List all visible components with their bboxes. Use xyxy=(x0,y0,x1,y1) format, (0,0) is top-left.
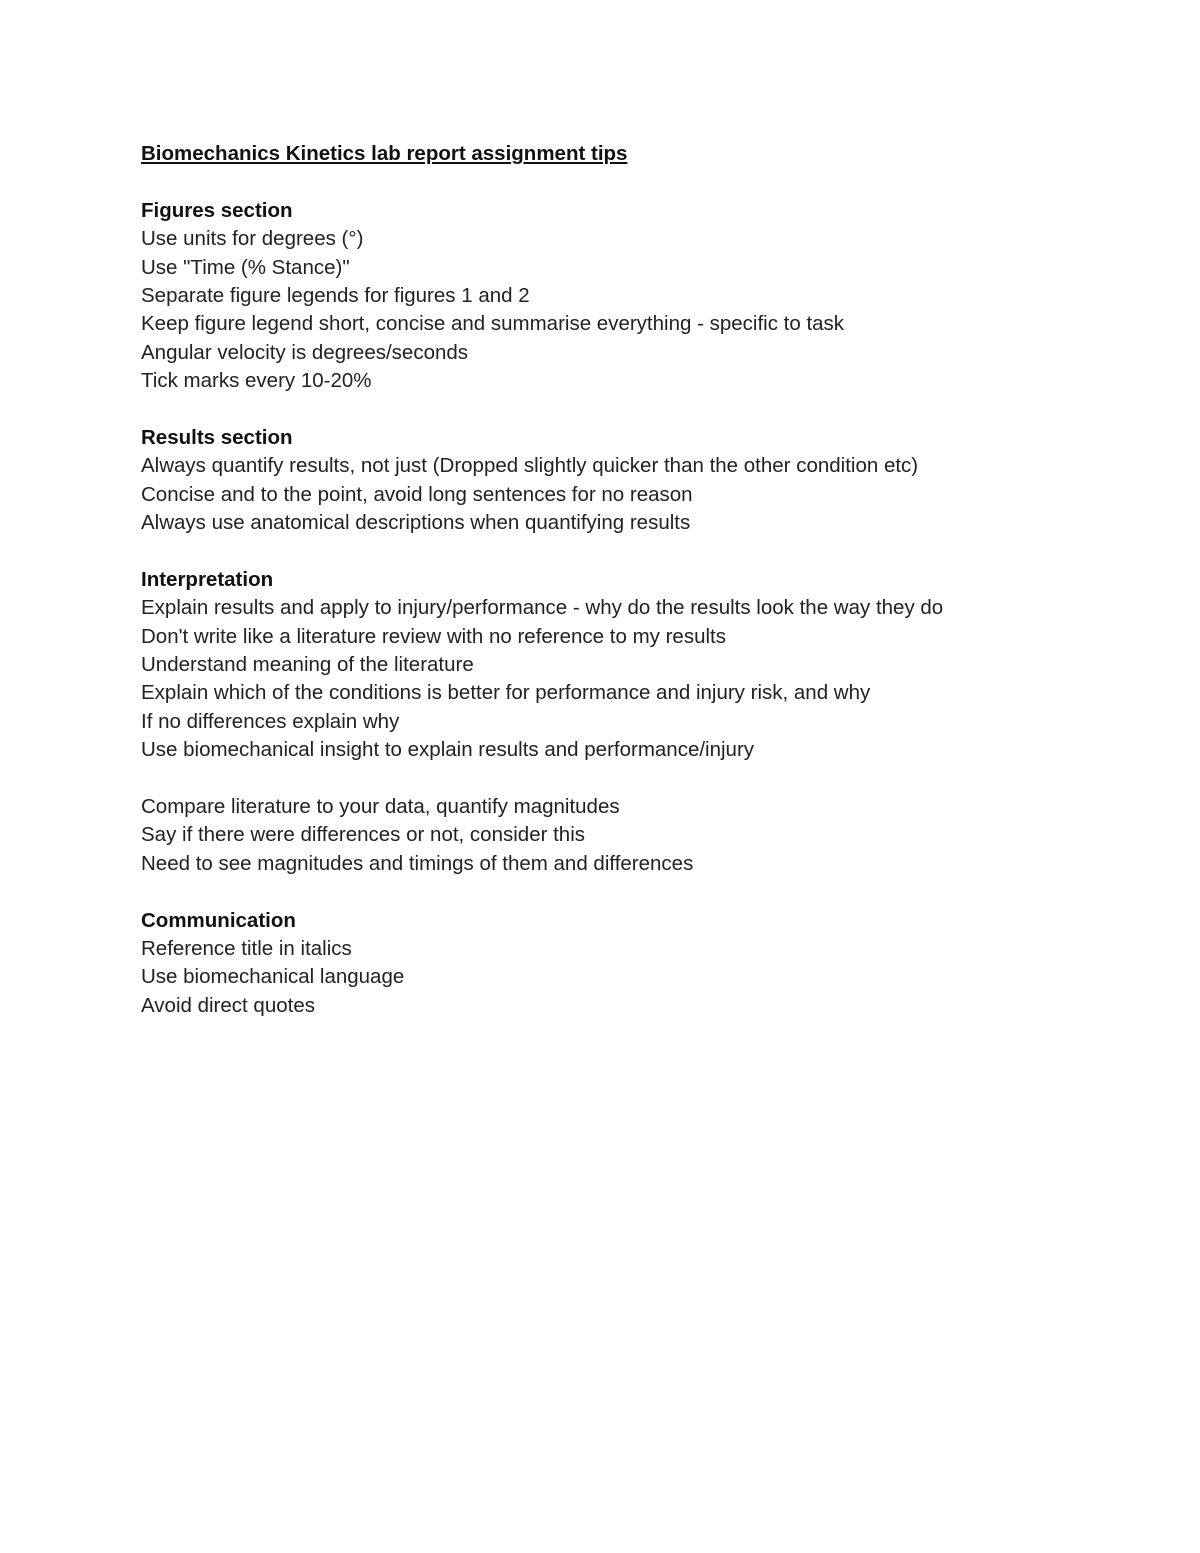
spacer xyxy=(141,878,1121,906)
list-item: Explain results and apply to injury/performance - why do the results look the way they do xyxy=(141,596,944,620)
spacer xyxy=(141,168,1121,196)
list-item: Always use anatomical descriptions when quantifying results xyxy=(141,511,691,535)
list-item: Understand meaning of the literature xyxy=(141,653,474,677)
list-item: Angular velocity is degrees/seconds xyxy=(141,340,469,364)
list-item: Use biomechanical language xyxy=(141,965,405,989)
document-page xyxy=(141,140,1121,1020)
interpretation-section-heading: Interpretation xyxy=(141,567,274,591)
list-item: Always quantify results, not just (Dropped slightly quicker than the other condition etc) xyxy=(141,454,919,478)
list-item: Explain which of the conditions is better for performance and injury risk, and why xyxy=(141,681,871,705)
list-item: Reference title in italics xyxy=(141,936,352,960)
spacer xyxy=(141,765,1121,793)
list-item: Need to see magnitudes and timings of them and differences xyxy=(141,851,694,875)
list-item: Use biomechanical insight to explain results and performance/injury xyxy=(141,738,755,762)
list-item: Use units for degrees (°) xyxy=(141,227,364,251)
spacer xyxy=(141,396,1121,424)
list-item: Avoid direct quotes xyxy=(141,993,315,1017)
list-item: Say if there were differences or not, consider this xyxy=(141,823,586,847)
list-item: Separate figure legends for figures 1 and 2 xyxy=(141,283,530,307)
list-item: If no differences explain why xyxy=(141,709,400,733)
document-title: Biomechanics Kinetics lab report assignment tips xyxy=(141,142,628,165)
list-item: Tick marks every 10-20% xyxy=(141,369,372,393)
spacer xyxy=(141,537,1121,565)
list-item: Don't write like a literature review with no reference to my results xyxy=(141,624,726,648)
list-item: Use "Time (% Stance)" xyxy=(141,255,350,279)
list-item: Concise and to the point, avoid long sentences for no reason xyxy=(141,482,693,506)
communication-section-heading: Communication xyxy=(141,908,296,932)
list-item: Compare literature to your data, quantify magnitudes xyxy=(141,794,620,818)
results-section-heading: Results section xyxy=(141,425,293,449)
list-item: Keep figure legend short, concise and summarise everything - specific to task xyxy=(141,312,845,336)
figures-section-heading: Figures section xyxy=(141,198,293,222)
